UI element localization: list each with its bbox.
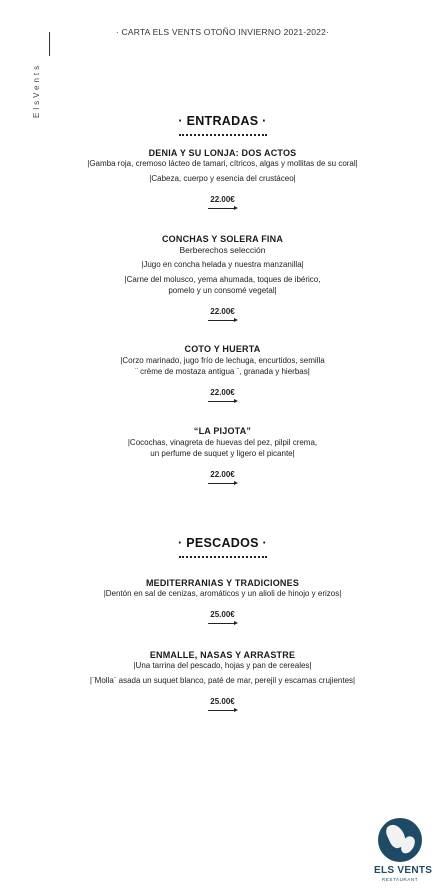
side-brand-text: ElsVents <box>32 62 41 118</box>
dish-price: 25.00€ <box>210 610 235 619</box>
dish-name: “LA PIJOTA” <box>193 426 252 436</box>
dish-description: |Cocochas, vinagreta de huevas del pez, pilpil crema, <box>127 438 318 447</box>
dish-price: 22.00€ <box>210 195 235 204</box>
dish-description: |Dentón en sal de cenizas, aromáticos y un alioli de hinojo y erizos| <box>103 589 342 598</box>
section-title: · PESCADOS · <box>177 536 268 550</box>
dish-name: DENIA Y SU LONJA: DOS ACTOS <box>148 148 297 158</box>
section-title: · ENTRADAS · <box>178 114 267 128</box>
els-vents-logo <box>374 818 433 888</box>
logo-tagline: RESTAURANT <box>381 877 419 882</box>
arrow-right-icon <box>208 707 238 713</box>
dish-subtitle: Berberechos selección <box>179 245 266 255</box>
menu-item <box>0 650 445 713</box>
dotted-divider <box>179 556 267 560</box>
logo-emblem-icon <box>378 818 422 862</box>
menu-item <box>0 426 445 486</box>
dish-name: COTO Y HUERTA <box>184 344 261 354</box>
page-title: · CARTA ELS VENTS OTOÑO INVIERNO 2021-2022· <box>115 27 330 37</box>
menu-item <box>0 344 445 404</box>
arrow-right-icon <box>208 620 238 626</box>
logo-brand: ELS VENTS <box>374 865 433 876</box>
dish-description: un perfume de suquet y ligero el picante| <box>150 449 295 458</box>
dotted-divider <box>179 134 267 138</box>
dish-description: |Gamba roja, cremoso lácteo de tamari, cítricos, algas y mollitas de su coral| <box>87 159 358 168</box>
dish-name: CONCHAS Y SOLERA FINA <box>161 234 284 244</box>
side-brand <box>30 40 44 120</box>
dish-description: |Corzo marinado, jugo frío de lechuga, encurtidos, semilla <box>120 356 325 365</box>
dish-name: MEDITERRANIAS Y TRADICIONES <box>145 578 300 588</box>
dish-description: ¨ crème de mostaza antigua ¨, granada y hierbas| <box>135 367 310 376</box>
section-entradas <box>0 114 445 138</box>
dish-description: |Una tarrina del pescado, hojas y pan de cereales| <box>133 661 312 670</box>
arrow-right-icon <box>208 398 238 404</box>
dish-description: |Carne del molusco, yema ahumada, toques de ibérico, <box>124 275 321 284</box>
dish-description: |¨Molla¨ asada un suquet blanco, paté de mar, perejil y escamas crujientes| <box>89 676 356 685</box>
dish-description: |Jugo en concha helada y nuestra manzanilla| <box>141 260 304 269</box>
menu-item <box>0 148 445 211</box>
dish-name: ENMALLE, NASAS Y ARRASTRE <box>149 650 296 660</box>
arrow-right-icon <box>208 480 238 486</box>
section-pescados <box>0 536 445 560</box>
dish-price: 22.00€ <box>210 307 235 316</box>
arrow-right-icon <box>208 205 238 211</box>
menu-item <box>0 234 445 323</box>
dish-price: 25.00€ <box>210 697 235 706</box>
menu-item <box>0 578 445 626</box>
dish-description: |Cabeza, cuerpo y esencia del crustáceo| <box>149 174 296 183</box>
dish-price: 22.00€ <box>210 470 235 479</box>
dish-price: 22.00€ <box>210 388 235 397</box>
dish-description: pomelo y un consomé vegetal| <box>168 286 277 295</box>
arrow-right-icon <box>208 317 238 323</box>
